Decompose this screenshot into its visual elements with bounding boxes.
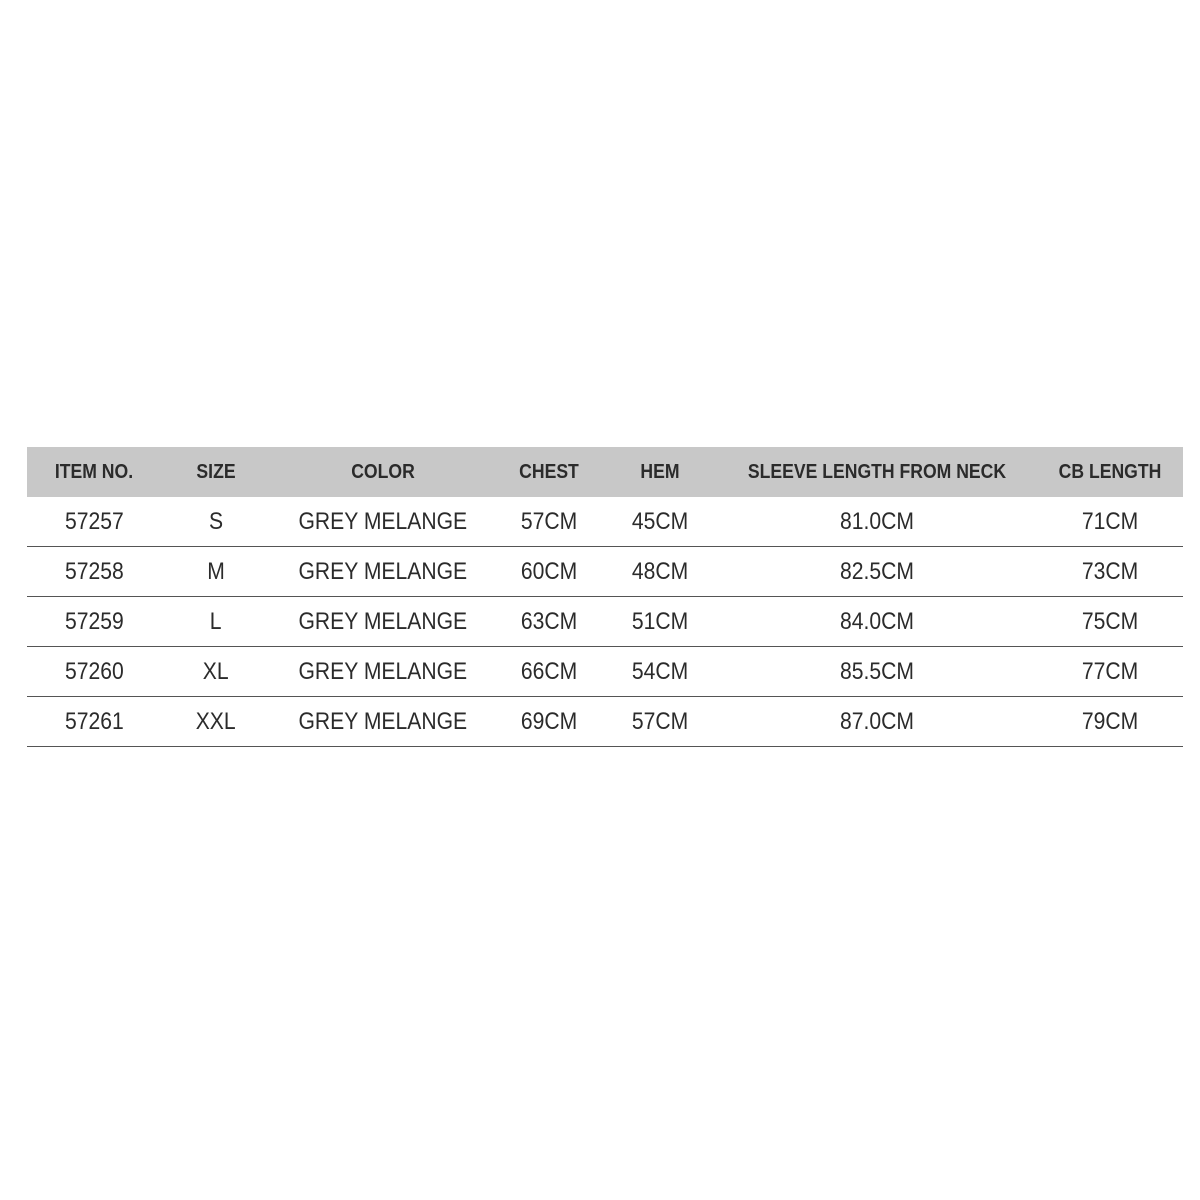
cell-cb-length: 71CM: [1037, 497, 1183, 547]
cell-item-no: 57259: [27, 597, 161, 647]
table-row: [27, 597, 1183, 647]
cell-color: GREY MELANGE: [271, 497, 495, 547]
cell-size: L: [161, 597, 271, 647]
cell-size: XXL: [161, 697, 271, 747]
cell-sleeve-length: 81.0CM: [717, 497, 1037, 547]
cell-hem: 51CM: [603, 597, 717, 647]
header-hem: HEM: [640, 460, 680, 483]
cell-cb-length: 73CM: [1037, 547, 1183, 597]
cell-cb-length: 77CM: [1037, 647, 1183, 697]
cell-color: GREY MELANGE: [271, 647, 495, 697]
header-size: SIZE: [196, 460, 236, 483]
header-color: COLOR: [351, 460, 415, 483]
cell-sleeve-length: 82.5CM: [717, 547, 1037, 597]
cell-chest: 60CM: [495, 547, 603, 597]
cell-hem: 57CM: [603, 697, 717, 747]
cell-item-no: 57261: [27, 697, 161, 747]
cell-chest: 66CM: [495, 647, 603, 697]
cell-chest: 63CM: [495, 597, 603, 647]
cell-hem: 54CM: [603, 647, 717, 697]
cell-color: GREY MELANGE: [271, 697, 495, 747]
cell-cb-length: 79CM: [1037, 697, 1183, 747]
cell-sleeve-length: 84.0CM: [717, 597, 1037, 647]
header-row: [27, 447, 1183, 497]
header-item-no: ITEM NO.: [54, 460, 134, 483]
cell-size: XL: [161, 647, 271, 697]
cell-sleeve-length: 85.5CM: [717, 647, 1037, 697]
cell-item-no: 57258: [27, 547, 161, 597]
cell-item-no: 57260: [27, 647, 161, 697]
cell-size: M: [161, 547, 271, 597]
header-chest: CHEST: [519, 460, 579, 483]
table-row: [27, 647, 1183, 697]
header-sleeve-length: SLEEVE LENGTH FROM NECK: [747, 460, 1007, 483]
table-row: [27, 547, 1183, 597]
table-header: [27, 447, 1183, 497]
cell-size: S: [161, 497, 271, 547]
cell-chest: 57CM: [495, 497, 603, 547]
cell-color: GREY MELANGE: [271, 547, 495, 597]
cell-hem: 45CM: [603, 497, 717, 547]
cell-sleeve-length: 87.0CM: [717, 697, 1037, 747]
cell-hem: 48CM: [603, 547, 717, 597]
header-cb-length: CB LENGTH: [1058, 460, 1162, 483]
cell-cb-length: 75CM: [1037, 597, 1183, 647]
table-row: [27, 497, 1183, 547]
table-row: [27, 697, 1183, 747]
table-body: [27, 497, 1183, 747]
cell-color: GREY MELANGE: [271, 597, 495, 647]
cell-item-no: 57257: [27, 497, 161, 547]
cell-chest: 69CM: [495, 697, 603, 747]
size-chart-table: [27, 447, 1183, 747]
